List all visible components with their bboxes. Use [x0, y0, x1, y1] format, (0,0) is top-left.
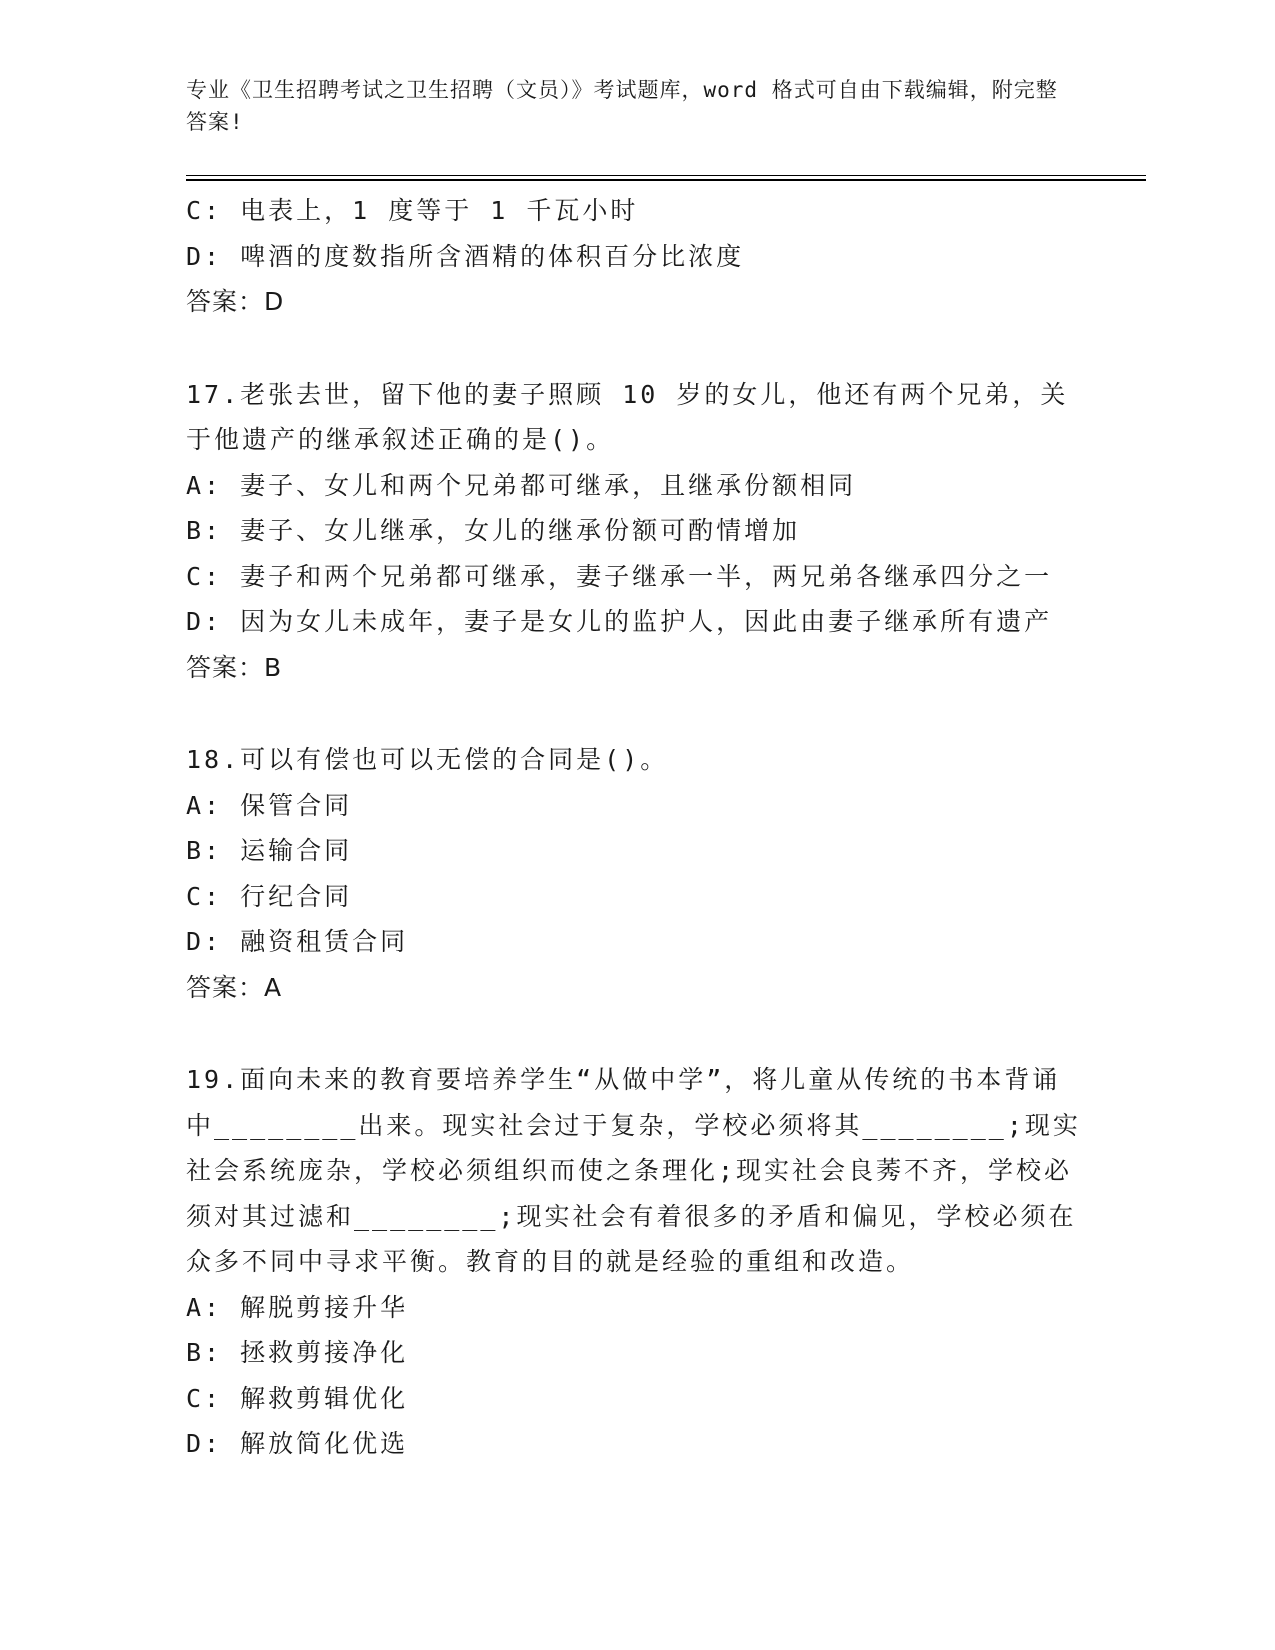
answer-line: 答案：A	[186, 972, 283, 1002]
question-19	[186, 1057, 1086, 1467]
option-a: A: 保管合同	[186, 790, 353, 820]
question-stem: 19.面向未来的教育要培养学生“从做中学”，将儿童从传统的书本背诵中________出来。现实社会过于复杂，学校必须将其________;现实社会系统庞杂，学校必须组织而使之条理化;现实社会良莠不齐，学校必须对其过滤和________;现实社会有着很多的矛盾和偏见，学校必须在众多不同中寻求平衡。教育的目的就是经验的重组和改造。	[186, 1065, 1081, 1276]
option-b: B: 拯救剪接净化	[186, 1338, 409, 1367]
answer-line: 答案：D	[186, 287, 285, 316]
document-header: 专业《卫生招聘考试之卫生招聘（文员）》考试题库，word 格式可自由下载编辑，附完整答案!	[186, 78, 1058, 134]
option-d: D: 因为女儿未成年，妻子是女儿的监护人，因此由妻子继承所有遗产	[186, 607, 1053, 636]
option-d: D: 融资租赁合同	[186, 927, 409, 956]
spacer	[186, 1010, 1086, 1057]
answer-line: 答案：B	[186, 652, 283, 682]
header-divider-thin	[186, 175, 1146, 176]
option-d: D: 啤酒的度数指所含酒精的体积百分比浓度	[186, 241, 745, 271]
option-a: A: 妻子、女儿和两个兄弟都可继承，且继承份额相同	[186, 470, 857, 500]
question-16-tail	[186, 188, 1086, 325]
question-stem: 17.老张去世，留下他的妻子照顾 10 岁的女儿，他还有两个兄弟，关于他遗产的继承叙述正确的是()。	[186, 379, 1069, 454]
option-c: C: 解救剪辑优化	[186, 1383, 409, 1413]
question-content	[186, 188, 1086, 1467]
option-c: C: 行纪合同	[186, 881, 353, 911]
spacer	[186, 690, 1086, 737]
option-b: B: 妻子、女儿继承，女儿的继承份额可酌情增加	[186, 516, 801, 545]
option-b: B: 运输合同	[186, 836, 353, 865]
question-18	[186, 737, 1086, 1010]
spacer	[186, 325, 1086, 372]
question-stem: 18.可以有偿也可以无偿的合同是()。	[186, 745, 669, 774]
option-a: A: 解脱剪接升华	[186, 1292, 409, 1322]
option-c: C: 妻子和两个兄弟都可继承，妻子继承一半，两兄弟各继承四分之一	[186, 561, 1053, 591]
option-c: C: 电表上，1 度等于 1 千瓦小时	[186, 196, 639, 225]
header-divider-thick	[186, 179, 1146, 181]
question-17	[186, 372, 1086, 691]
option-d: D: 解放简化优选	[186, 1429, 409, 1458]
